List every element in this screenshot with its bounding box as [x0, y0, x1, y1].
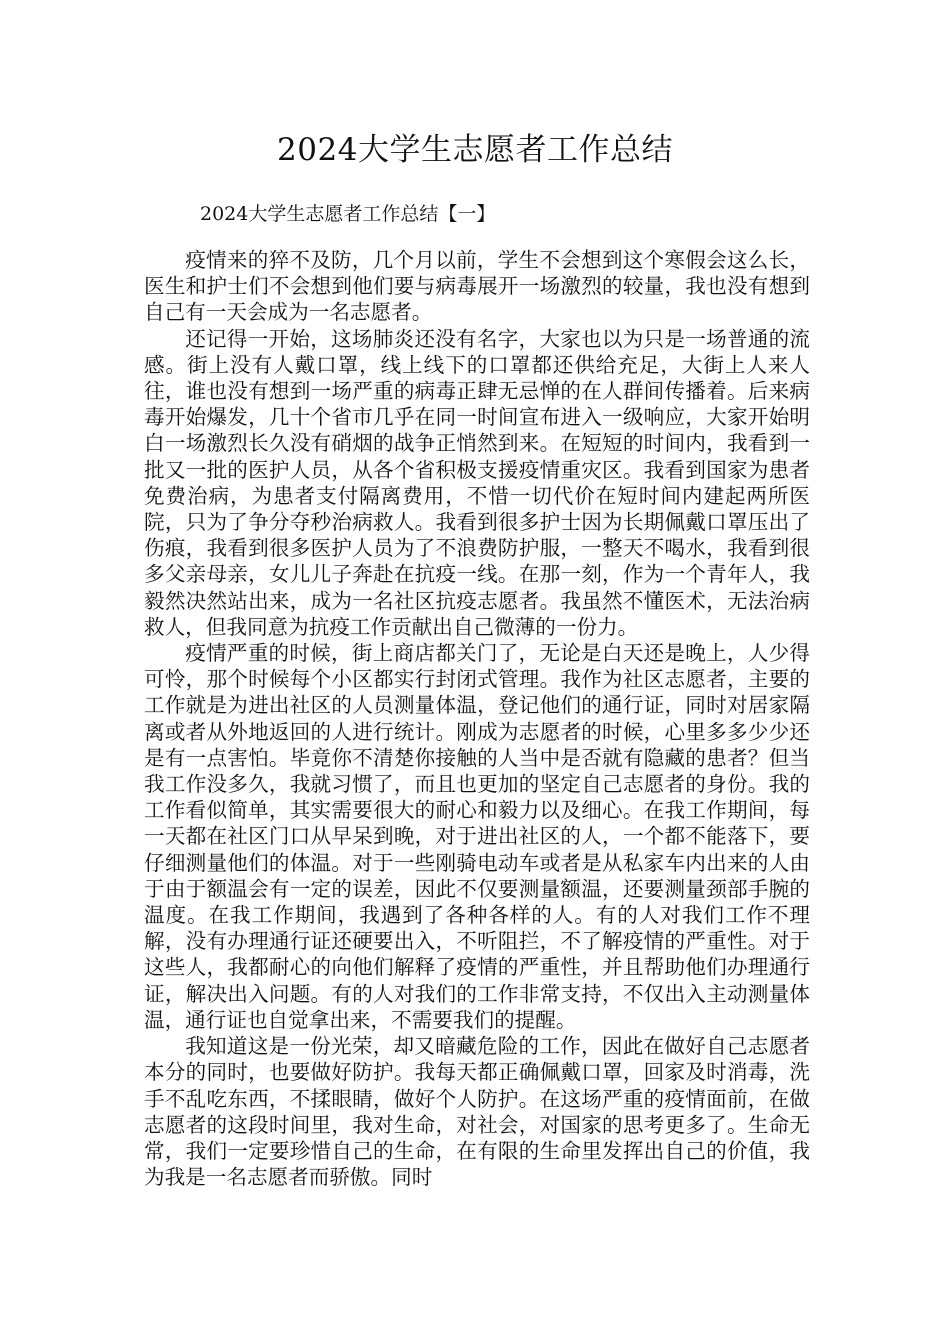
section-heading: 2024大学生志愿者工作总结【一】 [200, 203, 496, 225]
paragraph-4: 我知道这是一份光荣，却又暗藏危险的工作，因此在做好自己志愿者本分的同时，也要做好防护。我每天都正确佩戴口罩，回家及时消毒，洗手不乱吃东西，不揉眼睛，做好个人防护。在这场严重的疫情面前，在做志愿者的这段时间里，我对生命，对社会，对国家的思考更多了。生命无常，我们一定要珍惜自己的生命，在有限的生命里发挥出自己的价值，我为我是一名志愿者而骄傲。同时 [144, 1034, 810, 1190]
document-body [144, 247, 810, 1190]
document-title: 2024大学生志愿者工作总结 [277, 132, 673, 168]
paragraph-2: 还记得一开始，这场肺炎还没有名字，大家也以为只是一场普通的流感。街上没有人戴口罩，线上线下的口罩都还供给充足，大街上人来人往，谁也没有想到一场严重的病毒正肆无忌惮的在人群间传播着。后来病毒开始爆发，几十个省市几乎在同一时间宣布进入一级响应，大家开始明白一场激烈长久没有硝烟的战争正悄然到来。在短短的时间内，我看到一批又一批的医护人员，从各个省积极支援疫情重灾区。我看到国家为患者免费治病，为患者支付隔离费用，不惜一切代价在短时间内建起两所医院，只为了争分夺秒治病救人。我看到很多护士因为长期佩戴口罩压出了伤痕，我看到很多医护人员为了不浪费防护服，一整天不喝水，我看到很多父亲母亲，女儿儿子奔赴在抗疫一线。在那一刻，作为一个青年人，我毅然决然站出来，成为一名社区抗疫志愿者。我虽然不懂医术，无法治病救人，但我同意为抗疫工作贡献出自己微薄的一份力。 [144, 326, 810, 639]
paragraph-1: 疫情来的猝不及防，几个月以前，学生不会想到这个寒假会这么长，医生和护士们不会想到他们要与病毒展开一场激烈的较量，我也没有想到自己有一天会成为一名志愿者。 [144, 248, 810, 325]
paragraph-3: 疫情严重的时候，街上商店都关门了，无论是白天还是晚上，人少得可怜，那个时候每个小区都实行封闭式管理。我作为社区志愿者，主要的工作就是为进出社区的人员测量体温，登记他们的通行证，同时对居家隔离或者从外地返回的人进行统计。刚成为志愿者的时候，心里多多少少还是有一点害怕。毕竟你不清楚你接触的人当中是否就有隐藏的患者？但当我工作没多久，我就习惯了，而且也更加的坚定自己志愿者的身份。我的工作看似简单，其实需要很大的耐心和毅力以及细心。在我工作期间，每一天都在社区门口从早呆到晚，对于进出社区的人，一个都不能落下，要仔细测量他们的体温。对于一些刚骑电动车或者是从私家车内出来的人由于由于额温会有一定的误差，因此不仅要测量额温，还要测量颈部手腕的温度。在我工作期间，我遇到了各种各样的人。有的人对我们工作不理解，没有办理通行证还硬要出入，不听阻拦，不了解疫情的严重性。对于这些人，我都耐心的向他们解释了疫情的严重性，并且帮助他们办理通行证，解决出入问题。有的人对我们的工作非常支持，不仅出入主动测量体温，通行证也自觉拿出来，不需要我们的提醒。 [144, 641, 810, 1032]
